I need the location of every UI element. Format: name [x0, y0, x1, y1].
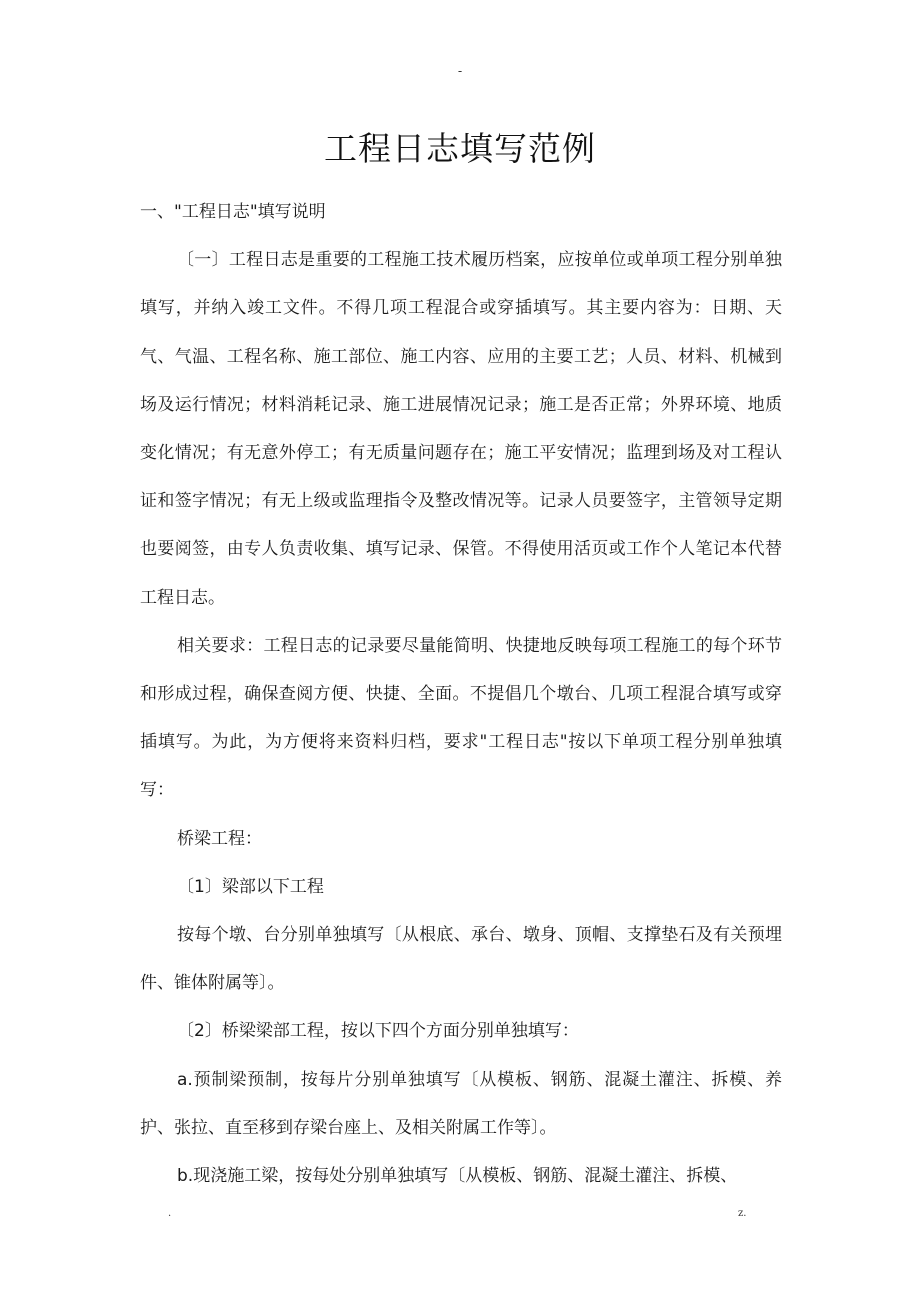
paragraph-item-b: b.现浇施工梁，按每处分别单独填写〔从模板、钢筋、混凝土灌注、拆模、 — [177, 1166, 738, 1187]
footer-left-mark: . — [168, 1208, 172, 1219]
header-mark: - — [457, 64, 463, 78]
document-body — [140, 188, 782, 1200]
paragraph-log-description: 〔一〕工程日志是重要的工程施工技术履历档案，应按单位或单项工程分别单独填写，并纳入竣工文件。不得几项工程混合或穿插填写。其主要内容为：日期、天气、气温、工程名称、施工部位、施工内容、应用的主要工艺；人员、材料、机械到场及运行情况；材料消耗记录、施工进展情况记录；施工是否正常；外界环境、地质变化情况；有无意外停工；有无质量问题存在；施工平安情况；监理到场及对工程认证和签字情况；有无上级或监理指令及整改情况等。记录人员要签字，主管领导定期也要阅签，由专人负责收集、填写记录、保管。不得使用活页或工作个人笔记本代替工程日志。 — [140, 250, 782, 608]
document-title: 工程日志填写范例 — [324, 129, 596, 168]
paragraph-item-a: a.预制梁预制，按每片分别单独填写〔从模板、钢筋、混凝土灌注、拆模、养护、张拉、直至移到存梁台座上、及相关附属工作等〕。 — [140, 1069, 782, 1138]
paragraph-bridge-heading: 桥梁工程： — [177, 828, 262, 849]
section-heading: 一、"工程日志"填写说明 — [140, 202, 326, 222]
paragraph-requirements: 相关要求：工程日志的记录要尽量能简明、快捷地反映每项工程施工的每个环节和形成过程，确保查阅方便、快捷、全面。不提倡几个墩台、几项工程混合填写或穿插填写。为此，为方便将来资料归档，要求"工程日志"按以下单项工程分别单独填写： — [140, 635, 782, 801]
paragraph-item-1: 〔1〕梁部以下工程 — [177, 876, 324, 897]
paragraph-item-2: 〔2〕桥梁梁部工程，按以下四个方面分别单独填写： — [177, 1021, 579, 1042]
footer-right-mark: z. — [738, 1208, 747, 1219]
paragraph-item-1-detail: 按每个墩、台分别单独填写〔从根底、承台、墩身、顶帽、支撑垫石及有关预埋件、锥体附属等〕。 — [140, 925, 782, 994]
